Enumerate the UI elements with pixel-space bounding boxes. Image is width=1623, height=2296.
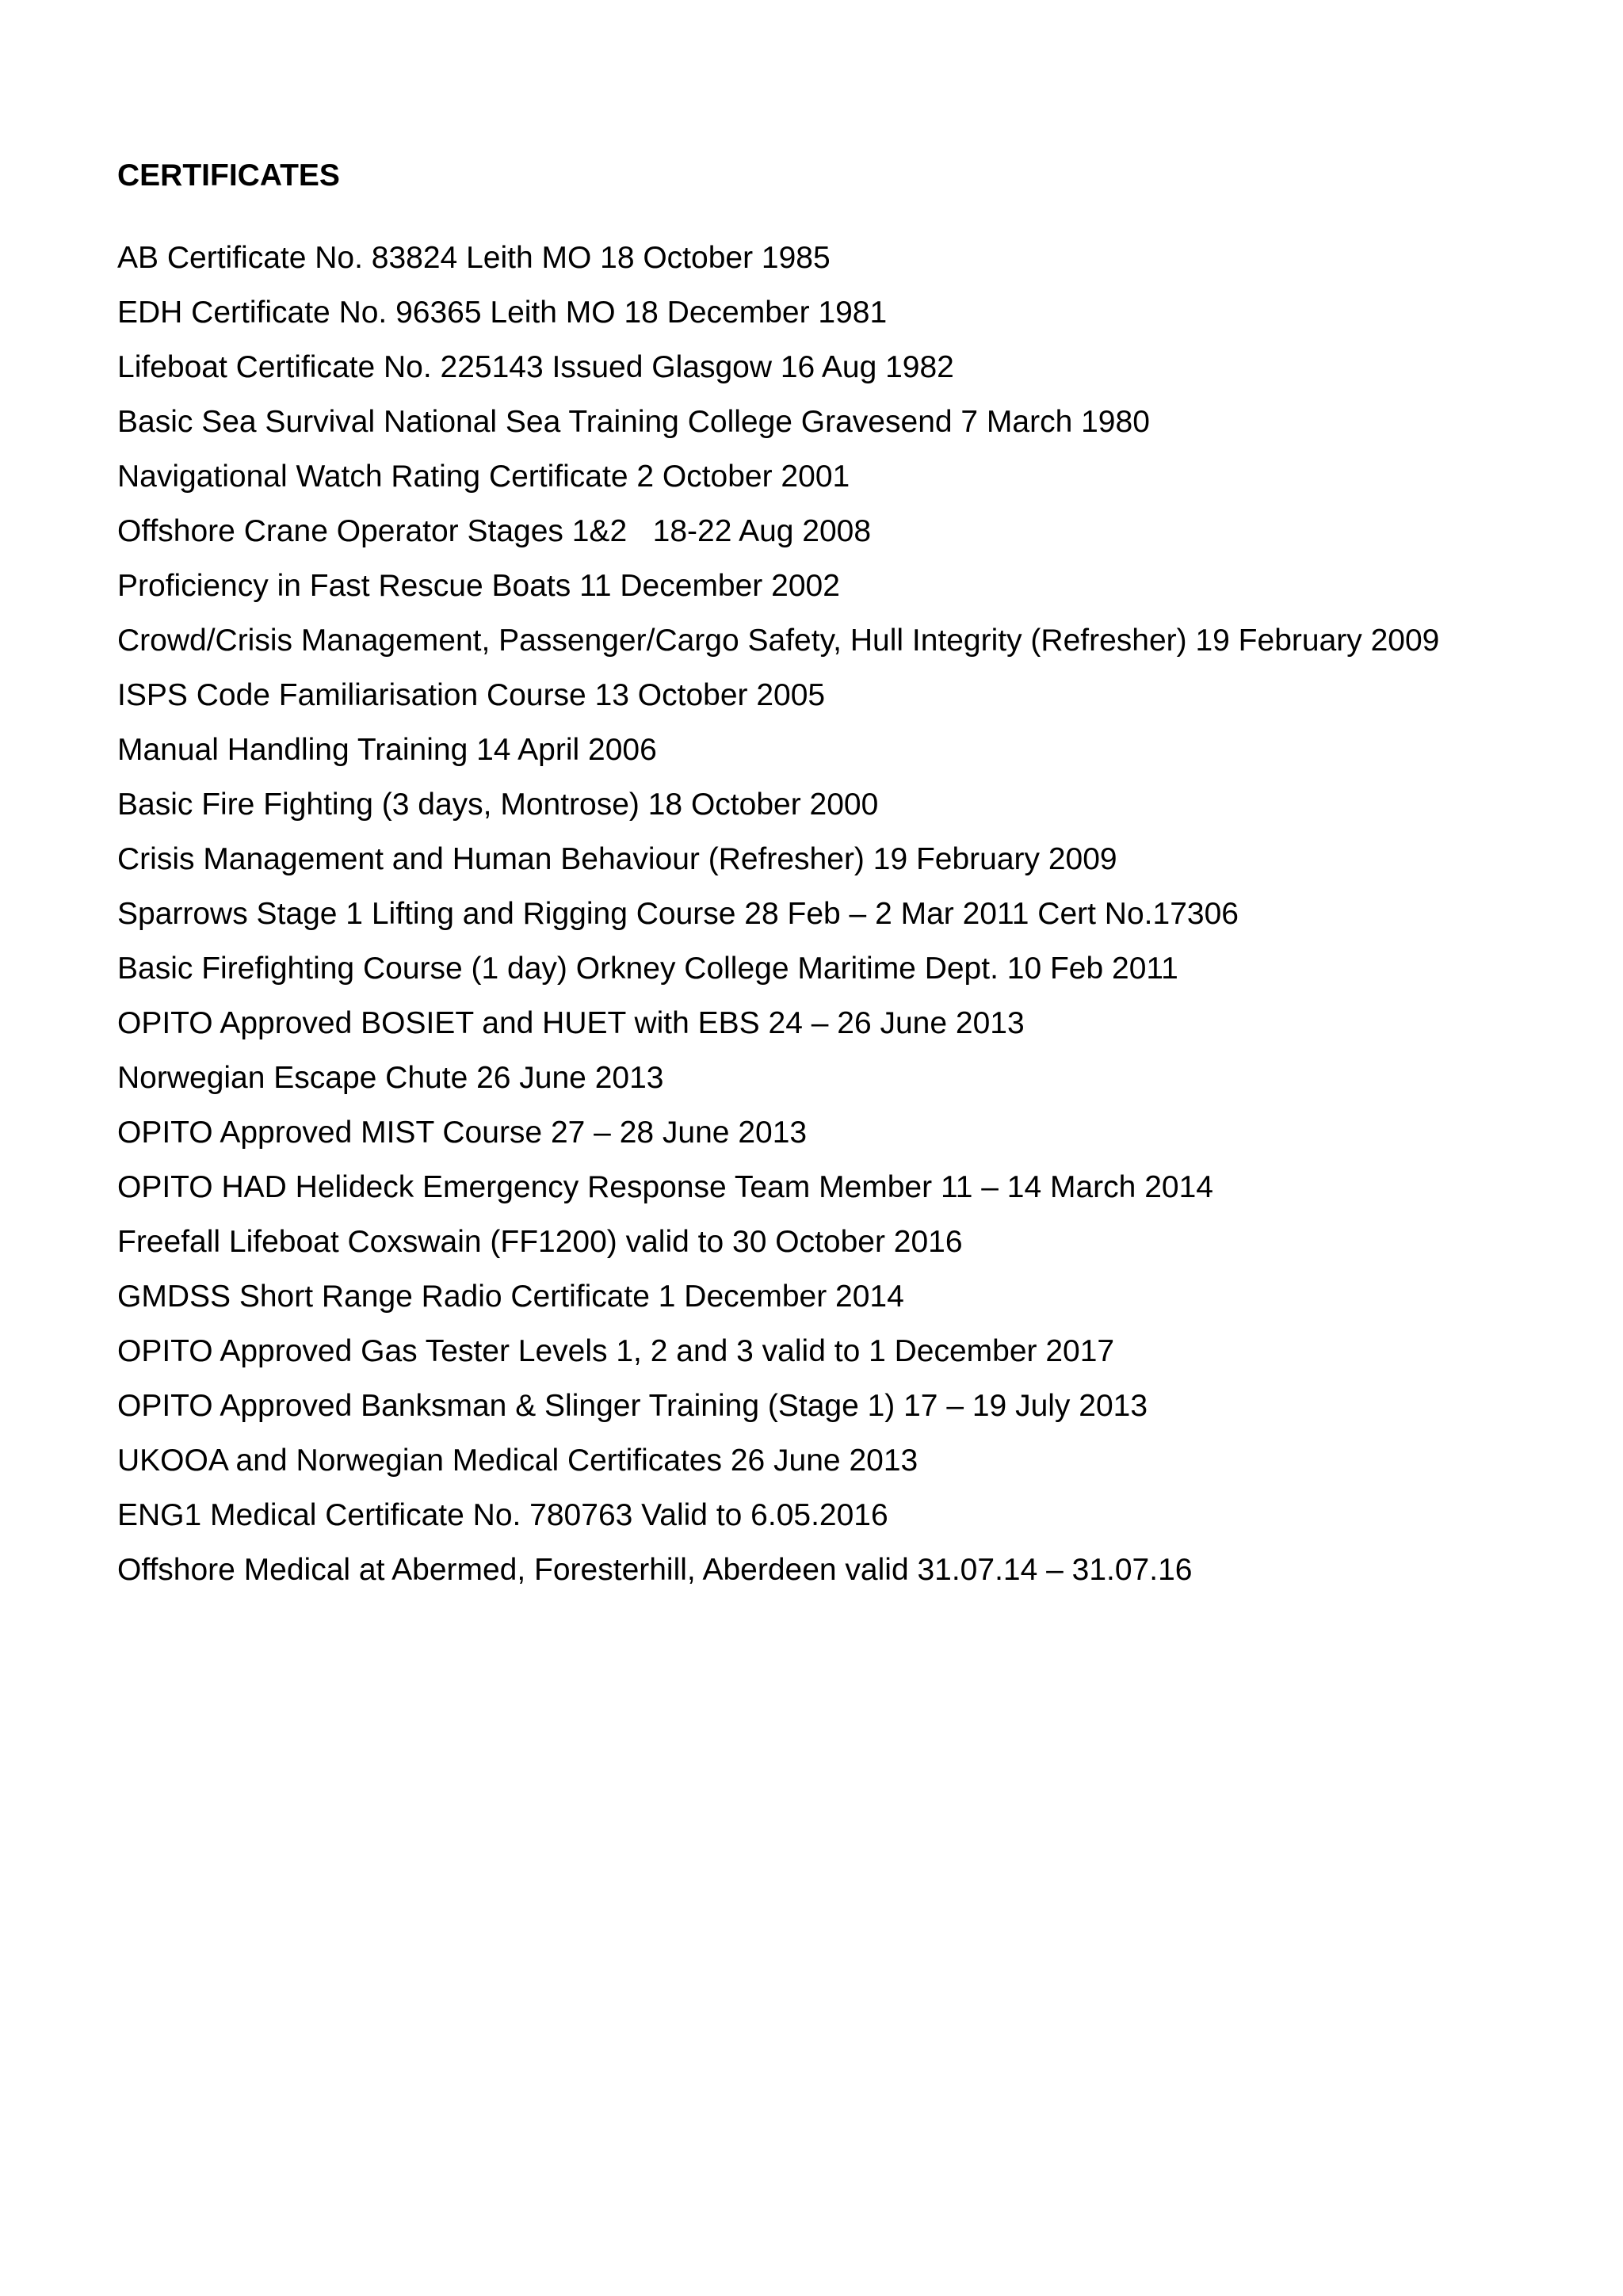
section-heading: CERTIFICATES (117, 158, 340, 193)
certificate-item: Basic Sea Survival National Sea Training College Gravesend 7 March 1980 (117, 405, 1150, 439)
certificate-item: Basic Firefighting Course (1 day) Orkney College Maritime Dept. 10 Feb 2011 (117, 952, 1178, 986)
certificate-item: OPITO Approved Gas Tester Levels 1, 2 and 3 valid to 1 December 2017 (117, 1334, 1115, 1368)
certificate-item: ISPS Code Familiarisation Course 13 October 2005 (117, 678, 826, 712)
certificate-item: UKOOA and Norwegian Medical Certificates 26 June 2013 (117, 1444, 918, 1478)
certificate-list (117, 231, 1591, 1597)
certificate-item: AB Certificate No. 83824 Leith MO 18 October 1985 (117, 241, 831, 275)
document-page (117, 151, 1591, 1597)
certificate-item: Sparrows Stage 1 Lifting and Rigging Course 28 Feb – 2 Mar 2011 Cert No.17306 (117, 897, 1239, 931)
certificate-item: Crowd/Crisis Management, Passenger/Cargo Safety, Hull Integrity (Refresher) 19 February 2009 (117, 624, 1440, 658)
certificate-item: Crisis Management and Human Behaviour (Refresher) 19 February 2009 (117, 842, 1117, 876)
certificate-item: OPITO Approved Banksman & Slinger Training (Stage 1) 17 – 19 July 2013 (117, 1389, 1148, 1423)
certificate-item: OPITO Approved BOSIET and HUET with EBS 24 – 26 June 2013 (117, 1006, 1025, 1040)
certificate-item: GMDSS Short Range Radio Certificate 1 December 2014 (117, 1280, 904, 1314)
certificate-item: ENG1 Medical Certificate No. 780763 Valid to 6.05.2016 (117, 1498, 888, 1532)
certificate-item: OPITO Approved MIST Course 27 – 28 June 2013 (117, 1116, 808, 1150)
certificate-item: Manual Handling Training 14 April 2006 (117, 733, 657, 767)
certificate-item: Lifeboat Certificate No. 225143 Issued Glasgow 16 Aug 1982 (117, 350, 954, 384)
certificate-item: Offshore Medical at Abermed, Foresterhill, Aberdeen valid 31.07.14 – 31.07.16 (117, 1553, 1193, 1587)
certificate-item: Proficiency in Fast Rescue Boats 11 December 2002 (117, 569, 840, 603)
certificate-item: Navigational Watch Rating Certificate 2 October 2001 (117, 460, 850, 494)
certificate-item: OPITO HAD Helideck Emergency Response Team Member 11 – 14 March 2014 (117, 1170, 1213, 1204)
certificate-item: Freefall Lifeboat Coxswain (FF1200) valid to 30 October 2016 (117, 1225, 963, 1259)
certificate-item: Norwegian Escape Chute 26 June 2013 (117, 1061, 664, 1095)
certificate-item: Basic Fire Fighting (3 days, Montrose) 18 October 2000 (117, 788, 879, 822)
certificate-item: Offshore Crane Operator Stages 1&2 18-22 Aug 2008 (117, 514, 872, 548)
certificate-item: EDH Certificate No. 96365 Leith MO 18 December 1981 (117, 296, 888, 330)
